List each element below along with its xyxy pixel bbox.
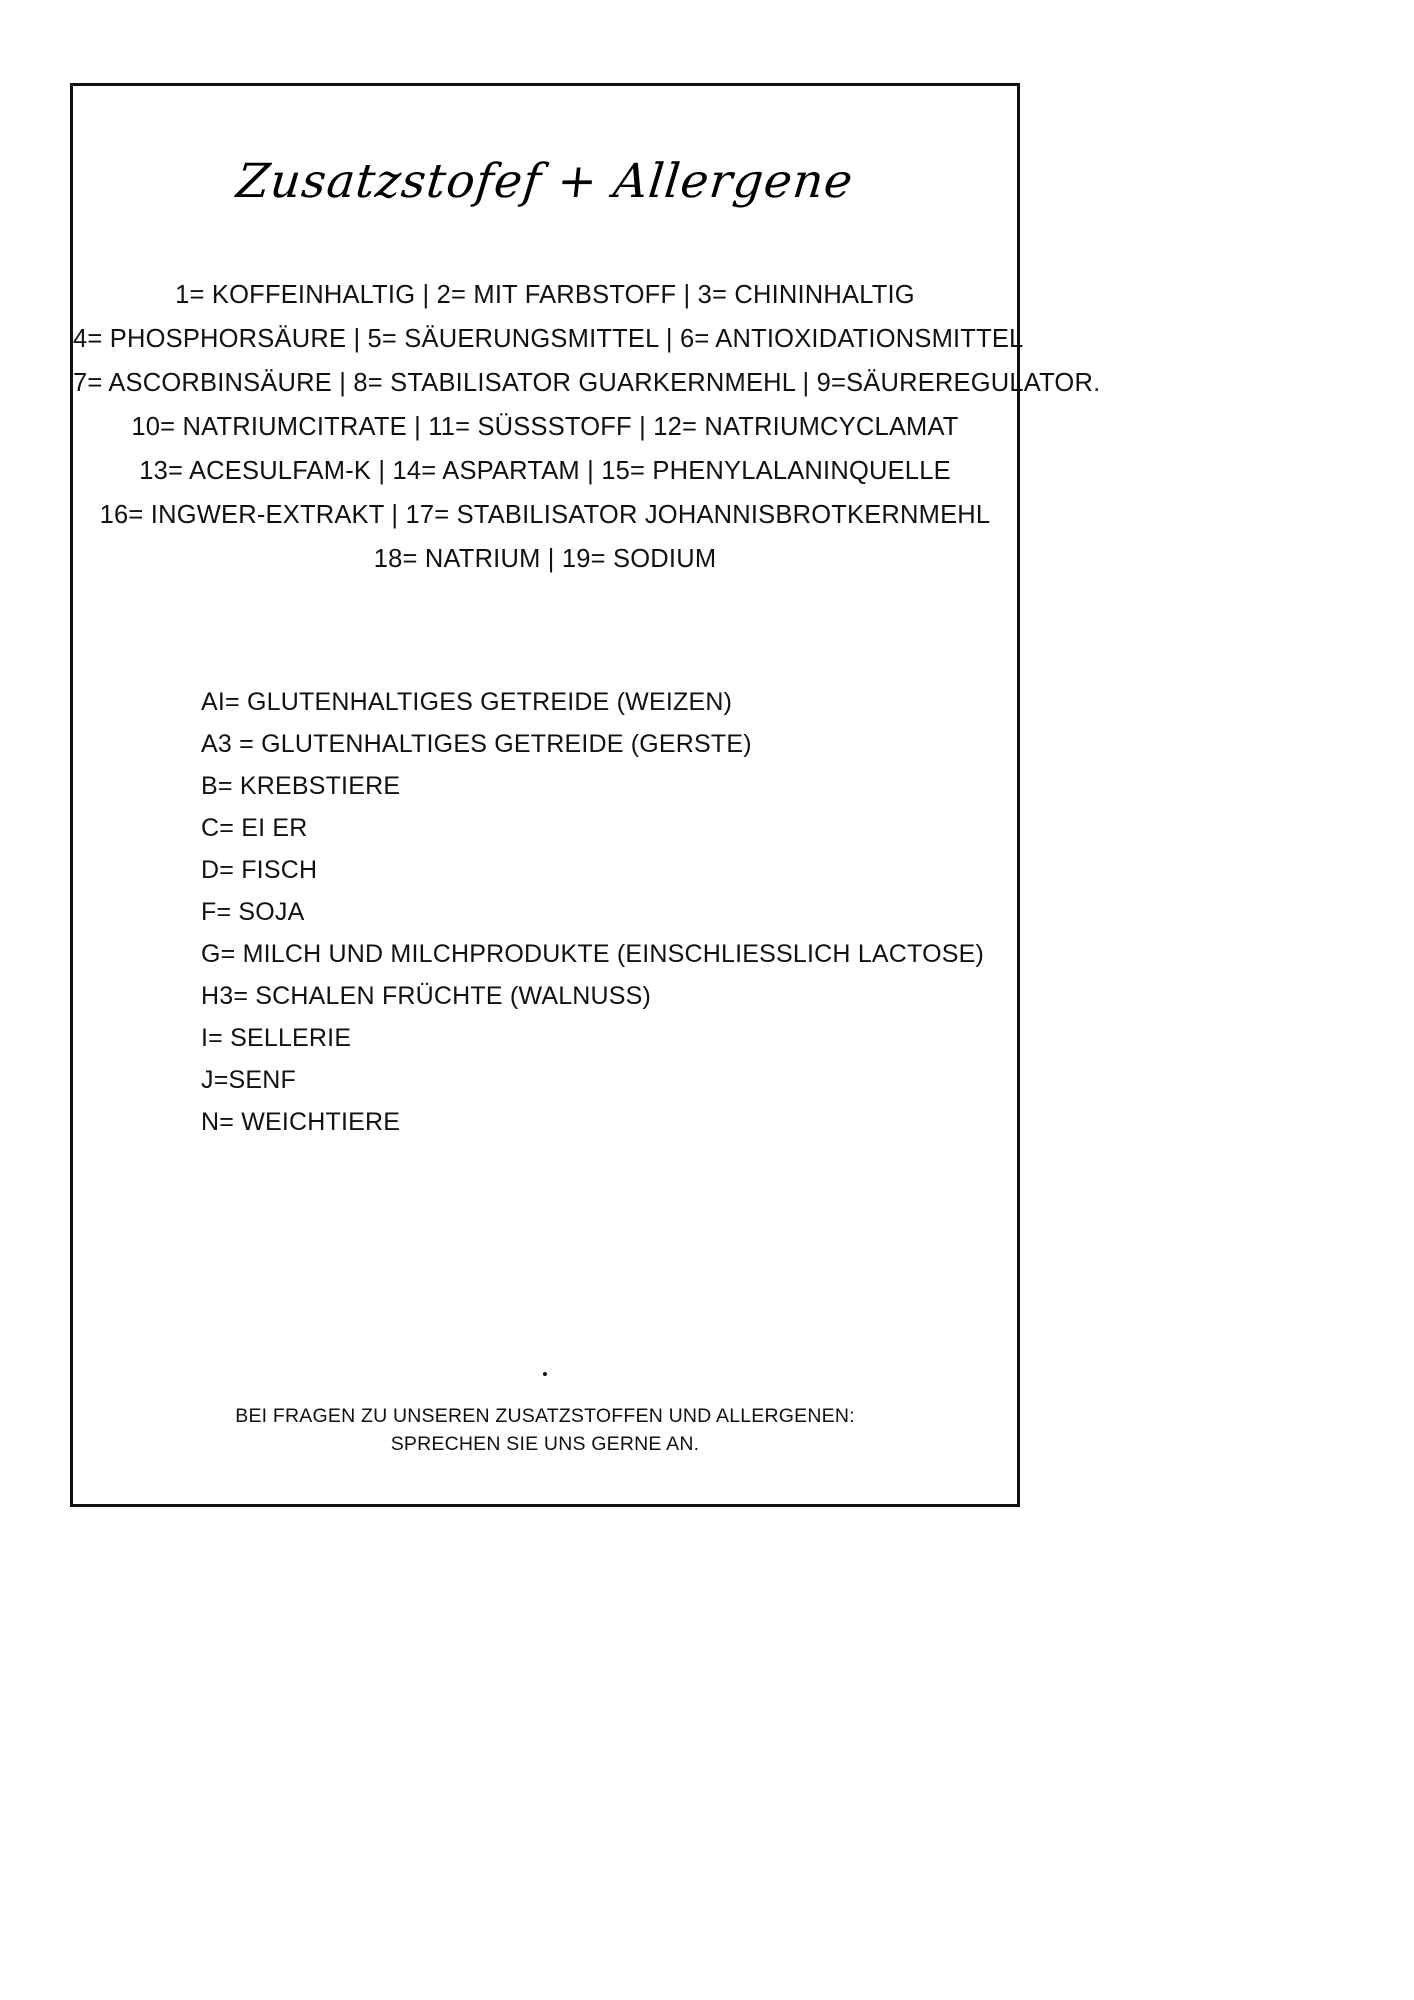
- allergen-item: I= SELLERIE: [201, 1024, 352, 1052]
- additives-line: 10= NATRIUMCITRATE | 11= SÜSSSTOFF | 12= NATRIUMCYCLAMAT: [131, 413, 959, 441]
- additives-line: 4= PHOSPHORSÄURE | 5= SÄUERUNGSMITTEL | 6= ANTIOXIDATIONSMITTEL: [73, 325, 1024, 353]
- allergens-list: [73, 681, 1017, 1143]
- separator-dot: [543, 1372, 547, 1376]
- additives-line: 7= ASCORBINSÄURE | 8= STABILISATOR GUARKERNMEHL | 9=SÄUREREGULATOR.: [73, 369, 1101, 397]
- allergen-item: A3 = GLUTENHALTIGES GETREIDE (GERSTE): [201, 730, 752, 758]
- footnote-line: BEI FRAGEN ZU UNSEREN ZUSATZSTOFFEN UND ALLERGENEN:: [235, 1405, 855, 1427]
- allergen-item: J=SENF: [201, 1066, 296, 1094]
- additives-line: 18= NATRIUM | 19= SODIUM: [373, 545, 717, 573]
- footnote: [73, 1402, 1017, 1458]
- menu-page: [70, 83, 1101, 1507]
- allergen-item: F= SOJA: [201, 898, 305, 926]
- allergen-item: C= EI ER: [201, 814, 308, 842]
- additives-line: 16= INGWER-EXTRAKT | 17= STABILISATOR JOHANNISBROTKERNMEHL: [99, 501, 991, 529]
- page-title: Zusatzstofef + Allergene: [234, 154, 856, 209]
- allergen-item: G= MILCH UND MILCHPRODUKTE (EINSCHLIESSLICH LACTOSE): [201, 940, 984, 968]
- additives-list: [73, 273, 1101, 581]
- additives-line: 13= ACESULFAM-K | 14= ASPARTAM | 15= PHENYLALANINQUELLE: [139, 457, 951, 485]
- allergen-item: H3= SCHALEN FRÜCHTE (WALNUSS): [201, 982, 652, 1010]
- footnote-line: SPRECHEN SIE UNS GERNE AN.: [390, 1433, 700, 1455]
- allergen-item: AI= GLUTENHALTIGES GETREIDE (WEIZEN): [201, 688, 733, 716]
- allergen-item: N= WEICHTIERE: [201, 1108, 401, 1136]
- allergen-item: B= KREBSTIERE: [201, 772, 401, 800]
- additives-line: 1= KOFFEINHALTIG | 2= MIT FARBSTOFF | 3= CHININHALTIG: [175, 281, 915, 309]
- allergen-item: D= FISCH: [201, 856, 318, 884]
